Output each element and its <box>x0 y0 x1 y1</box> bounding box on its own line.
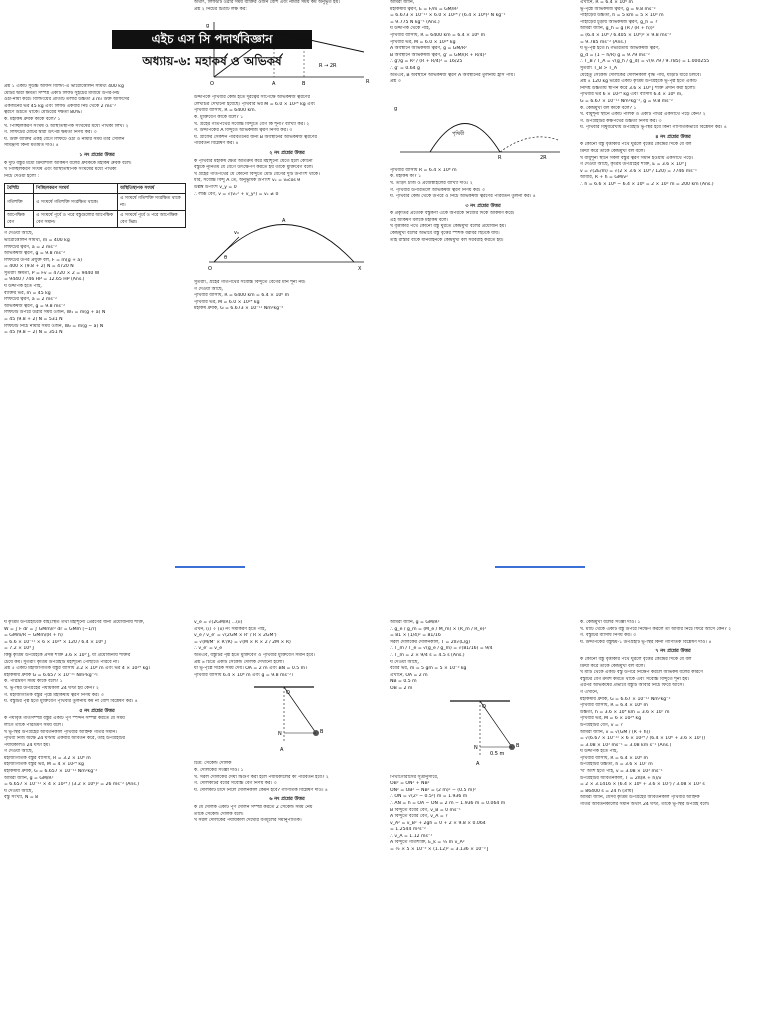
text-line: ক যে দোলক একটি পূর্ণ দোলন সম্পন্ন করতে 2 সেকেন্ড সময় নেয় <box>194 804 313 810</box>
text-line: OB² = ON² + NB² <box>390 781 430 787</box>
text-line: NB = 0.5 m <box>390 679 417 685</box>
text-line: খ মাটি থেকে একটি বস্তু উপরে নিক্ষেপ করলে অভিকর্ষ বলের কারণে <box>580 670 703 676</box>
text-line: ভারোত্তোলন সামর্থ্য, m = 400 kg <box>4 237 70 243</box>
earth-gravity-figure <box>390 90 576 164</box>
text-line: পৃথিবীর ব্যাসার্ধ, R = 6400 km. <box>194 108 257 114</box>
gravity-tail <box>500 137 558 152</box>
text-line: বস্তুকে ন্যূনতম যে বেগে উৎক্ষেপণ করতে হয় তাকে মুক্তিবেগ বলে। <box>194 165 314 171</box>
text-line: খ. বায়ুশূন্য স্থানে একটি পালক ও একটি পাথর একসাথে পড়ে কেন? ২ <box>580 112 706 118</box>
answer-section-heading: ৩ নং প্রশ্নের উত্তর <box>465 202 501 209</box>
displacement-label: 0.5 m <box>490 750 505 757</box>
answer-section-heading: ৫ নং প্রশ্নের উত্তর <box>79 707 115 714</box>
text-line: পৃথিবীর ব্যাসার্ধ, R = 6.4 × 10⁶ m <box>580 703 649 709</box>
text-line: = 9440 / 746 HP = 12.65 HP (Ans.) <box>4 277 85 283</box>
question-text: প্রশ্ন ১ একটি সুউচ্চ অফিস বিল্ডিং-এ ভারোত্তোলন সামর্থ্য 400 kg <box>4 84 124 89</box>
text-line: ঘ. পৃথিবীর কেন্দ্র থেকে উপরে ও নিচে অভিকর্ষজ ত্বরণের পরিবর্তন তুলনা কর। ৪ <box>390 194 536 200</box>
text-line: = 6.657 × 10⁻¹¹ × 4 × 10²⁴ / (3.2 × 10⁶)² = 26 ms⁻² (Ans.) <box>4 782 139 788</box>
subject-title: এইচ এস সি পদার্থবিজ্ঞান <box>112 30 312 49</box>
text-line: পৃথিবীর ব্যাসার্ধ 6.4 × 10⁶ m এবং g = 9.8 ms⁻²। <box>194 672 293 678</box>
text-line: পরিবর্তন বিশ্লেষণ কর। ৪ <box>194 141 239 147</box>
text-line: = √(M/M' × R'/R) = √(M × R × 2 / 2M × R) <box>194 639 291 645</box>
text-line: ক প্রকৃতির প্রত্যেক বস্তুকণা একে অপরকে নিজের দিকে আকর্ষণ করে। <box>390 211 515 217</box>
table-cell: এ সংঘর্ষে গতিশক্তি সংরক্ষিত থাকে। <box>34 194 118 211</box>
text-line: ক. মহাকর্ষ কী? ১ <box>390 174 422 180</box>
text-line: পর্যায়কালও 24 ঘণ্টা হয়। <box>4 742 51 748</box>
text-line: তাই রাস্তার বাঁকে যানবাহনকে কেন্দ্রমুখী বল সরবরাহ করতে হয়। <box>390 237 504 243</box>
answer-section-heading: ৪ নং প্রশ্নের উত্তর <box>655 133 691 140</box>
text-line: v_e / v_e' = √(2GM × R' / R × 2GM') <box>194 633 277 639</box>
origin-label: O <box>210 81 214 88</box>
text-line: পাহাড়ের উচ্চতা, h = 5 km = 5 × 10³ m <box>580 13 664 19</box>
collision-comparison-table <box>4 183 186 228</box>
top-column-1 <box>4 84 190 512</box>
text-line: আমরা জানি, যেসব কৃত্রিম উপগ্রহের আবর্তনকাল পৃথিবীর আহ্নিক <box>580 795 700 801</box>
double-radius-label: 2R <box>540 154 547 160</box>
point-b-label: B <box>302 81 306 88</box>
text-line: ক পর্যাবৃত্ত গতিসম্পন্ন বস্তুর একটি পূর্ণ স্পন্দন সম্পন্ন করতে যে সময় <box>4 716 125 722</box>
answer-section-heading: ১ নং প্রশ্নের উত্তর <box>79 151 115 158</box>
text-line: = 6.673 × 10⁻¹¹ × 6.0 × 10²⁴ / (6.4 × 10⁶)² N kg⁻¹ <box>390 13 506 19</box>
text-line: = 45 (9.8 + 2) N = 531 N <box>4 317 63 323</box>
text-line: গ দেওয়া আছে, <box>4 231 34 237</box>
text-line: ববের ভর, m = 5 gm = 5 × 10⁻³ kg <box>390 666 467 672</box>
text-line: এখানে, R = 6.4 × 10⁶ m <box>580 0 634 5</box>
text-line: ∴ g' = 0.64 g <box>390 65 420 71</box>
text-line: পৃথিবী নিজ অক্ষে 24 ঘণ্টায় একবার আবর্তন করে, তাই উপগ্রহটির <box>4 736 126 742</box>
table-header: অস্থিতিস্থাপক সংঘর্ষ <box>118 184 186 194</box>
text-line: অতএব, B অবস্থানে অভিকর্ষজ ত্বরণ A অবস্থানের তুলনায় হ্রাস পায়। <box>390 72 515 78</box>
text-line: ∴ T_m = 2 × 9/4 s = 4.5 s (Ans.) <box>390 652 465 658</box>
text-line: ∴ v_A = 1.12 ms⁻¹ <box>390 833 433 839</box>
text-line: = 1.2544 m²s⁻² <box>390 827 426 833</box>
text-line: গ. উদ্দীপকের A বিন্দুতে অভিকর্ষজ ত্বরণ নির্ণয় কর। ৩ <box>194 128 293 134</box>
text-line: ক. মহাকর্ষ ধ্রুবক কাকে বলে? ১ <box>4 116 61 122</box>
text-line: খ বৃত্তাকার পথে কোনো বস্তু ঘুরতে কেন্দ্রমুখী বলের প্রয়োজন হয়। <box>390 224 507 230</box>
text-line: ক দুটি বস্তুর মধ্যে ক্রিয়াশীল আকর্ষণ বলের ধ্রুবককে মহাকর্ষ ধ্রুবক বলে। <box>4 160 132 166</box>
question-text: প্রশ্ন ৬ চিত্রে একটি সেকেন্ড দোলক দেখানো হলো। <box>194 659 285 665</box>
text-line: আমরা জানি, g = GM/R² <box>390 620 440 625</box>
text-line: সামঞ্জস্য কিনা মতামত দাও। ৪ <box>4 143 59 149</box>
table-cell: এ সংঘর্ষে গতিশক্তি সংরক্ষিত থাকে না। <box>118 194 186 211</box>
text-line: যেহেতু সেকেন্ড দোলকের দোলনকাল বৃদ্ধি পায়, ঘড়িটি ধীরে চলবে। <box>580 72 702 78</box>
text-line: ক্রিয়া করে তাকে কেন্দ্রমুখী বল বলে। <box>580 663 646 669</box>
text-line: এরপর অভিকর্ষের প্রভাবে বস্তুটি আবার নিচে ফিরে আসে। <box>580 683 685 689</box>
top-column-4 <box>580 0 766 512</box>
text-line: খ. মাটি থেকে একটি বস্তু উপরে নিক্ষেপ করলে তা আবার নিচে ফিরে আসে কেন? ২ <box>580 626 732 632</box>
text-line: উচ্চতা, h = 3.6 × 10⁴ km = 3.6 × 10⁷ m <box>580 709 670 715</box>
text-line: গ দেওয়া আছে, <box>4 749 34 755</box>
text-line: সুতরাং, গ্রহের গতিপথের সর্বোচ্চ বিন্দুতে বেগের মান শূন্য নয়। <box>194 280 306 286</box>
text-line: খ. গ্রহের গতিপথের সর্বোচ্চ বিন্দুতে বেগ কি শূন্য? ব্যাখ্যা কর। ২ <box>194 121 310 127</box>
text-line: ∴ লব্ধি বেগ, v = √(vₓ² + v_y²) = vₓ ≠ 0 <box>194 191 279 197</box>
text-line: ঘ কৃত্রিম উপগ্রহটিকে বহিঃস্থিত তথা মহাশূন্যে প্রেরণের জন্য প্রয়োজনীয় শক্তি, <box>4 620 145 625</box>
text-line: ক. কেন্দ্রমুখী বলের সংজ্ঞা দাও। ১ <box>580 620 641 625</box>
text-line: = 45 (9.8 − 2) N = 351 N <box>4 330 63 336</box>
text-line: গ দেওয়া আছে, কৃত্রিম উপগ্রহের শক্তি, E = 3.6 × 10⁹ J <box>580 162 687 168</box>
text-line: খ গ্রহের গতিপথের যে কোনো বিন্দুতে মোট বেগের দুটি উপাংশ থাকে। <box>194 171 320 177</box>
table-header-row <box>5 184 186 194</box>
text-line: নির্দিষ্ট উচ্চতায় স্থাপন করে 3.6 × 10⁹ J শক্তি প্রদান করা হলো। <box>580 85 696 91</box>
text-line: সুতরাং ক্ষমতা, P = Fv = 4720 × 2 = 9440 W <box>4 270 100 276</box>
text-line: ∴ AN = h = OA − ON = 2 m − 1.936 m = 0.064 m <box>390 800 506 806</box>
text-line: লিফটটি নিচে নামার সময় ওজন, W₂ = m(g − a) N <box>4 323 104 329</box>
text-line: B অবস্থানে অভিকর্ষজ ত্বরণ, g' = GM/(R + R/4)² <box>390 52 487 58</box>
text-line: 'ঘ' অংশ হতে পাই, v = 3.08 × 10³ ms⁻¹ <box>580 769 663 775</box>
text-line: লিফটটি উপরে উঠার সময় ওজন, W₁ = m(g + a) N <box>4 310 106 316</box>
text-line: খ. ভূ-স্থির উপগ্রহের পর্যায়কাল 24 ঘণ্টা হয় কেন? ২ <box>4 685 100 691</box>
text-line: উপগ্রহটির আবর্তনকাল, T = 2π(R + h)/v <box>580 775 662 781</box>
chapter-title: অধ্যায়-৬: মহাকর্ষ ও অভিকর্ষ <box>142 54 282 68</box>
text-line: পৃথিবীর ভর, M = 6.0 × 10²⁴ kg <box>390 39 456 45</box>
text-line: g_d = (1 − h/R) g = 9.79 ms⁻² <box>580 52 650 58</box>
gravity-curve <box>214 32 364 77</box>
answer-section-heading: ২ নং প্রশ্নের উত্তর <box>269 149 305 156</box>
apex-label: A <box>282 218 286 225</box>
answer-section-heading: ৬ নং প্রশ্নের উত্তর <box>269 796 305 803</box>
text-line: ক পৃথিবীর মহাকর্ষ ক্ষেত্র অতিক্রম করে মহাশূন্যে যেতে হলে কোনো <box>194 158 313 164</box>
text-line: আবার, R + h = GM/v² <box>580 175 628 181</box>
text-line: এই আকর্ষণ বলকে মহাকর্ষ বলে। <box>390 217 449 223</box>
table-row <box>5 211 186 228</box>
text-line: ঘ উদ্দীপক হতে পাই, <box>580 749 618 755</box>
text-line: ঘ. উদ্দীপকের বস্তুদ্বয়-১ উপগ্রহটি ভূ-স্থির কিনা গাণিতিক বিশ্লেষণ দাও। ৪ <box>580 639 712 645</box>
text-line: পৃথিবীর ভর 6 × 10²⁴ kg এবং ব্যাসার্ধ 6.4 × 10⁶ m, <box>580 92 683 98</box>
text-line: = ½ × 5 × 10⁻³ × (1.12)² = 3.136 × 10⁻³ J <box>390 847 489 853</box>
text-line: = 2 × 3.1416 × (6.4 × 10⁶ + 3.6 × 10⁷) / 3.08 × 10³ s <box>580 782 705 788</box>
text-line: B বিন্দুতে ববের বেগ, v_B = 0 ms⁻¹ <box>390 807 461 813</box>
text-line: যা ভূ-পৃষ্ঠে সঠিক সময় দেয়। OA = 2 m এবং BN = 0.5 m। <box>194 666 307 672</box>
origin-label: O <box>208 266 212 273</box>
text-line: মহাকর্ষীয় ধ্রুবক G = 6.657 × 10⁻¹¹ Nm²kg⁻²। <box>4 672 98 678</box>
x-axis-label: R <box>366 79 370 86</box>
text-line: খ. তড়িৎ চার্জ ও প্রজেক্টাইলের ব্যাখ্যা দাও। ২ <box>390 180 473 186</box>
table-cell: আপেক্ষিক বেগ <box>5 211 34 228</box>
text-line: ∴ g'/g = R² / (R + R/4)² = 16/25 <box>390 59 463 65</box>
question-text: প্রশ্ন ৩ <box>390 79 401 85</box>
text-line: পৃথিবীর ব্যাসার্ধ, R = 6.4 × 10⁶ m <box>580 755 649 761</box>
text-line: = 9.785 ms⁻² (Ans.) <box>580 39 627 45</box>
page-divider-right <box>495 566 585 568</box>
text-line: ক. কেন্দ্রমুখী বল কাকে বলে? ১ <box>580 105 637 111</box>
text-line: OB = 2 m <box>390 685 413 691</box>
text-line: ঘ উদ্দীপক থেকে পাই, <box>390 26 431 32</box>
text-line: গ. মহাজাগতিক বস্তুর পৃষ্ঠে মহাকর্ষীয় ত্বরণ নির্ণয় কর। ৩ <box>4 692 104 698</box>
text-line: তাকে সেকেন্ড দোলক বলে। <box>194 811 244 817</box>
bottom-column-4 <box>580 620 766 1024</box>
text-line: পৃথিবীর ভর, M = 6 × 10²⁴ kg <box>580 716 642 722</box>
text-line: খ ভূ-স্থির উপগ্রহের আবর্তনকাল পৃথিবীর আহ্নিক গতির সমান। <box>4 729 117 735</box>
text-line: বস্তু সংখ্যা, N = 8 <box>4 795 39 801</box>
text-line: = (6.4 × 10⁶ / 6.405 × 10⁶)² × 9.8 ms⁻² <box>580 32 672 38</box>
text-line: = GMm/R − GMm/(R + h) <box>4 633 63 639</box>
angle-label: θ <box>224 255 228 262</box>
text-line: ∴ h = 6.6 × 10⁶ − 6.4 × 10⁶ = 2 × 10⁵ m = 200 km (Ans.) <box>580 182 714 188</box>
text-line: খ পিচ্ছিলকরণ সংঘর্ষ এবং অস্থিতিস্থাপক সংঘর্ষের মধ্যে পার্থক্য <box>4 167 117 173</box>
text-line: ওঠা-নামা করে। বিল্ডিংয়ের প্রতিটি তলার উচ্চতা 3 m। উক্ত অফিসের <box>4 97 130 103</box>
text-line: নিচে দেওয়া হলো : <box>4 173 40 179</box>
text-line: সুতরাং T_B > T_A <box>580 65 618 71</box>
text-line: = 6.6 × 10⁻¹¹ × 6 × 10²⁴ × 120 / 6.4 × 10⁶ J <box>4 639 106 645</box>
text-line: ব্যক্তির ভর, m = 45 kg <box>4 290 51 296</box>
text-line: লিফটের ত্বরণ, a = 2 ms⁻² <box>4 297 58 303</box>
text-line: আমরা জানি, <box>390 0 415 5</box>
text-line: গ এখানে, <box>580 689 599 695</box>
text-line: উল্লম্ব উপাংশ v_y = 0 <box>194 184 237 190</box>
text-line: গ. দোলকটির ববের সর্বোচ্চ বেগ নির্ণয় কর। ৩ <box>194 781 277 787</box>
text-line: W = ∫ F dr = ∫ GMm/r² dr = GMm [−1/r] <box>4 626 97 632</box>
text-line: ঘ. গ্রাফের সেকশন পরিবর্তনের জন্য B অবস্থানের অভিকর্ষজ ত্বরণের <box>194 134 318 140</box>
pivot-label: O <box>286 690 290 697</box>
text-line: A বিন্দুতে গতিশক্তি, E_k = ½ m v_A² <box>390 840 465 846</box>
text-line: গ. লিফটের মোটর দ্বারা উৎপন্ন ক্ষমতা নির্ণয় কর। ৩ <box>4 130 97 136</box>
bottom-column-1 <box>4 620 190 1024</box>
text-line: উপগ্রহটির বেগ, v = ? <box>580 722 623 728</box>
text-line: ঘ ভূ-পৃষ্ঠ হতে h গভীরতায় অভিকর্ষজ ত্বরণ, <box>580 46 660 52</box>
text-line: = √(6.67 × 10⁻¹¹ × 6 × 10²⁴ / (6.4 × 10⁶ + 3.6 × 10⁷)) <box>580 736 706 742</box>
gravity-distance-graph <box>194 17 380 91</box>
text-line: = 3.08 × 10³ ms⁻¹ = 3.08 km s⁻¹ (Ans.) <box>580 742 672 748</box>
text-line: ∴ T_m / T_e = √(g_e / g_m) = √(81/16) = 9/4 <box>390 646 493 652</box>
text-line: পিথাগোরাসের সূত্রানুসারে, <box>390 774 439 780</box>
text-line: v_A² = v_B² + 2gh = 0 + 2 × 9.8 × 0.064 <box>390 820 486 826</box>
graph-caption: R → 2R <box>319 63 337 70</box>
text-line: চেয়ে কম। সুতরাং কৃত্রিম উপগ্রহটি মহাশূন্যে পৌঁছাতে পারবে না। <box>4 659 119 665</box>
text-line: ক্রিয়া করে তাকে কেন্দ্রমুখী বল বলে। <box>580 149 646 155</box>
text-line: G = 6.67 × 10⁻¹¹ Nm²kg⁻², g = 9.8 ms⁻² <box>580 98 673 104</box>
text-line: খ. সরল দোলকের দৈর্ঘ্য দ্বিগুণ করা হলে পর্যায়কালের কী পরিবর্তন হবে? ২ <box>194 774 329 780</box>
text-line: ঘ. দোলকটি চাঁদে নিলে দোলনকাল কেমন হবে? গাণিতিক বিশ্লেষণ দাও। ৪ <box>194 787 328 793</box>
text-line: চিত্র: সেকেন্ড দোলক <box>194 761 232 767</box>
text-line: A অবস্থানে অভিকর্ষজ ত্বরণ, g = GM/R² <box>390 46 467 52</box>
text-line: v_e = √(2GM/R) ...(ii) <box>194 620 243 625</box>
question-text: প্রশ্ন ৫ একটি মহাজাগতিক বস্তুর ব্যাসার্ধ 3.2 × 10⁶ m এবং ভর 4 × 10²⁴ kg। <box>4 666 150 672</box>
text-line: লিফটের ত্বরণ, a = 2 ms⁻² <box>4 244 58 250</box>
text-line: = 81 × (1/4)² = 81/16 <box>390 633 441 639</box>
text-line: এখানে, OA = 2 m <box>390 672 428 678</box>
text-line: আমরা জানি, v = √(GM / (R + h)) <box>580 729 651 735</box>
text-line: ত্বরণে উঠতে থাকে। মোটরের দক্ষতা 80%। <box>4 110 82 116</box>
text-line: বস্তুটির বেগ ক্রমশ কমতে থাকে এবং সর্বোচ্চ বিন্দুতে শূন্য হয়। <box>580 676 690 682</box>
bob-point-label: B <box>320 729 324 736</box>
table-header: বৈশিষ্ট্য <box>5 184 34 194</box>
text-line: খ বায়ুশূন্য স্থানে সকল বস্তুর ত্বরণ সমান হওয়ায় একসাথে পড়ে। <box>580 155 694 161</box>
text-line: লেখচিত্র দেখানো হয়েছে। পৃথিবীর ভর M = 6.0 × 10²⁴ kg এবং <box>194 101 316 107</box>
text-line: ON² = OB² − NB² = (2 m)² − (0.5 m)² <box>390 787 476 793</box>
bottom-page <box>0 620 768 1024</box>
pendulum-geometry-figure <box>390 697 576 771</box>
text-line: ঘ. পৃথিবীর বিষুবরেখায় উপগ্রহটি ভূ-স্থির হবে কিনা গাণিতিকভাবে বিশ্লেষণ কর। ৪ <box>580 125 727 131</box>
text-line: অতএব, বস্তুটির পৃষ্ঠ হতে মুক্তিবেগ ও পৃথিবীর মুক্তিবেগ সমান হবে। <box>194 652 315 658</box>
text-line: ক. দোলকের সংজ্ঞা দাও। ১ <box>194 767 244 773</box>
text-line: খ. পিচ্ছিলকরণ সংঘর্ষ ও অস্থিতিস্থাপক সংঘর্ষের মধ্যে পার্থক্য লিখ। ২ <box>4 123 129 129</box>
pendulum-figure <box>194 683 380 757</box>
text-line: ∴ ON = √(2² − 0.5²) m = 1.936 m <box>390 794 468 800</box>
question-text: প্রশ্ন ৪ 120 kg ভরের একটি কৃত্রিম উপগ্রহকে ভূ-পৃষ্ঠ হতে একটি <box>580 79 697 85</box>
text-line: মহাকর্ষীয় ধ্রুবক, G = 6.67 × 10⁻¹¹ Nm²kg⁻² <box>580 696 671 702</box>
text-line: উপগ্রহটির উচ্চতা, h = 3.6 × 10⁷ m <box>580 762 653 768</box>
bob-point-label: B <box>516 742 520 749</box>
text-line: গতির আবর্তনকালের সমান অর্থাৎ 24 ঘণ্টা, তাকে ভূ-স্থির উপগ্রহ বলে। <box>580 802 710 808</box>
text-line: ঘ উদ্দীপক হতে পাই, <box>4 284 42 290</box>
text-line: মোটর দ্বারা ক্ষমতা সম্পন্ন একটি লিফট সুইচের মাধ্যমে উপর-নিচ <box>4 90 120 96</box>
text-line: অভিকর্ষজ ত্বরণ, g = 9.8 ms⁻² <box>4 251 66 257</box>
table-cell: এ সংঘর্ষে পূর্বে ও পরে আপেক্ষিক বেগ ভিন্ন। <box>118 211 186 228</box>
text-line: ∴ T_B / T_A = √(g_h / g_d) = √(9.79 / 9.785) = 1.000255 <box>580 59 710 65</box>
text-line: সরল দোলকের দোলনকাল, T = 2π√(L/g) <box>390 639 470 645</box>
top-column-3 <box>390 0 576 512</box>
text-line: ∴ v_e' = v_e <box>194 646 223 652</box>
text-line: গ দেওয়া আছে, <box>194 286 224 292</box>
rest-point-label: A <box>280 747 284 754</box>
text-line: পাহাড়ের চূড়ায় অভিকর্ষজ ত্বরণ, g_h = ? <box>580 19 658 25</box>
text-line: একজনের ভর 45 kg এবং লিফট একবার নিচ থেকে 2 ms⁻² <box>4 103 117 109</box>
text-line: = 86400 s = 24 h (প্রায়) <box>580 788 634 794</box>
text-line: খ সরল দোলকের পর্যায়কাল দৈর্ঘ্যের বর্গমূলের সমানুপাতিক। <box>194 818 302 824</box>
text-line: ক. পরিভ্রমণ সময় কাকে বলে? ১ <box>4 679 63 685</box>
text-line: ঘ. বস্তুটির পৃষ্ঠ হতে মুক্তিবেগ পৃথিবীর তুলনায় কম না বেশি বিশ্লেষণ কর। ৪ <box>4 699 138 705</box>
text-line: এখন, (i) ÷ (ii) নং সমীকরণ হতে পাই, <box>194 626 266 632</box>
text-line: অর্থাৎ, লিফটটি ওঠার সময় ব্যক্তির ওজন বেশি এবং নামার সময় কম অনুভূত হয়। <box>194 0 340 5</box>
text-line: কিন্তু কৃত্রিম উপগ্রহকে প্রদত্ত শক্তি 3.6 × 10⁹ J, যা প্রয়োজনীয় শক্তির <box>4 652 131 658</box>
text-line: গ. উপগ্রহটির কক্ষপথের উচ্চতা নির্ণয় কর। ৩ <box>580 118 662 124</box>
text-line: = 400 × (9.8 + 2) N = 4720 N <box>4 264 74 270</box>
page-divider-left <box>175 566 245 568</box>
radius-label: R <box>498 154 502 160</box>
text-line: অভিকর্ষজ ত্বরণ, g = 9.8 ms⁻² <box>4 303 66 309</box>
question-text: প্রশ্ন ২ নিচের চিত্রটি লক্ষ কর: <box>194 6 247 12</box>
text-line: = 7.2 × 10⁹ J <box>4 646 34 652</box>
y-axis-label: g <box>206 23 210 30</box>
answer-section-heading: ৭ নং প্রশ্নের উত্তর <box>655 648 691 655</box>
text-line: আমরা জানি, g_h = g (R / (R + h))² <box>580 26 655 32</box>
text-line: মহাকর্ষীয় ত্বরণ, E = F/m = GM/R² <box>390 6 459 12</box>
text-line: গ. বস্তুটির ব্যাসার্ধ নির্ণয় কর। ৩ <box>580 633 637 639</box>
text-line: ∴ g_e / g_m = (M_e / M_m) × (R_m / R_e)² <box>390 626 487 632</box>
table-cell: গতিশক্তি <box>5 194 34 211</box>
text-line: কেন্দ্রমুখী বলের অভাবে বস্তু বৃত্তের স্পর্শক বরাবর ছিটকে যায়। <box>390 231 500 237</box>
text-line: পৃথিবীর ভর, M = 6.0 × 10²⁴ kg <box>194 299 260 305</box>
text-line: পৃথিবীর ব্যাসার্ধ, R = 6400 km = 6.4 × 10⁶ m <box>194 293 290 299</box>
text-line: ঘ. উক্ত ব্যক্তির একই বেগে লিফটে ওঠা ও নামার সময় তার সেলিন <box>4 136 125 142</box>
text-line: ঘ দেওয়া আছে, <box>390 659 419 665</box>
gravity-label: g <box>394 105 398 112</box>
text-line: উদ্দীপকে পৃথিবীর কেন্দ্র হতে দূরত্বের সাপেক্ষে অভিকর্ষজ ত্বরণের <box>194 95 310 101</box>
x-axis-label: X <box>358 266 362 273</box>
text-line: লাগে তাকে পরিভ্রমণ সময় বলে। <box>4 722 63 728</box>
text-line: মহাজাগতিক বস্তুর ব্যাসার্ধ, R = 3.2 × 10⁶ m <box>4 755 91 761</box>
text-line: ঘ দেওয়া আছে, <box>4 788 33 794</box>
table-row <box>5 194 186 211</box>
text-line: গ. পৃথিবীর উপরিতলে অভিকর্ষজ ত্বরণ নির্ণয় কর। ৩ <box>390 187 485 193</box>
gravity-curve <box>430 123 500 152</box>
text-line: আমরা জানি, g = GM/R² <box>4 775 54 781</box>
text-line: মহাকর্ষ ধ্রুবক, G = 6.673 × 10⁻¹¹ Nm²kg⁻² <box>194 306 284 312</box>
text-line: ক কোনো বস্তু বৃত্তাকার পথে ঘুরলে বৃত্তের কেন্দ্রের দিকে যে বল <box>580 656 692 662</box>
velocity-label: v₀ <box>234 230 239 237</box>
text-line: পৃথিবীর ব্যাসার্ধ R = 6.4 × 10⁶ m <box>390 167 457 173</box>
text-line: মহাকর্ষীয় ধ্রুবক, G = 6.657 × 10⁻¹¹ Nm²kg⁻² <box>4 769 98 775</box>
earth-label: পৃথিবী <box>452 130 465 137</box>
text-line: ধরি, সর্বোচ্চ বিন্দু A তে, অনুভূমিক উপাংশ vₓ = v₀cos θ <box>194 178 301 184</box>
text-line: v = √(2E/m) = √(2 × 3.6 × 10⁹ / 120) = 7746 ms⁻¹ <box>580 168 697 174</box>
bottom-column-2 <box>194 620 380 1024</box>
text-line: পৃথিবীর ব্যাসার্ধ, R = 6400 km = 6.4 × 10⁶ m <box>390 32 486 38</box>
text-line: ক কোনো বস্তু বৃত্তাকার পথে ঘুরলে বৃত্তের কেন্দ্রের দিকে যে বল <box>580 142 692 148</box>
text-line: মহাজাগতিক বস্তুর ভর, M = 4 × 10²⁴ kg <box>4 762 84 768</box>
text-line: A বিন্দুতে ববের বেগ, v_A = ? <box>390 814 448 820</box>
projectile-path-figure <box>194 202 380 276</box>
bottom-column-3 <box>390 620 576 1024</box>
table-cell: এ সংঘর্ষে পূর্বে ও পরে বস্তুগুলোর আপেক্ষিক বেগ সমান। <box>34 211 118 228</box>
rest-point-label: A <box>476 760 480 767</box>
text-line: ক. মুক্তিবেগ কাকে বলে? ১ <box>194 114 244 120</box>
text-line: লিফটের উপর প্রযুক্ত বল, F = m(g + a) <box>4 257 82 263</box>
text-line: ভূ-পৃষ্ঠে অভিকর্ষজ ত্বরণ, g = 9.8 ms⁻² <box>580 6 656 12</box>
foot-point-label: N <box>278 731 282 738</box>
point-a-label: A <box>272 81 276 88</box>
table-header: পিচ্ছিলকরণ সংঘর্ষ <box>34 184 118 194</box>
text-line: = 9.775 N kg⁻¹ (Ans.) <box>390 19 440 25</box>
pivot-label: O <box>482 703 486 710</box>
top-column-2 <box>194 0 380 512</box>
foot-point-label: N <box>474 744 478 751</box>
